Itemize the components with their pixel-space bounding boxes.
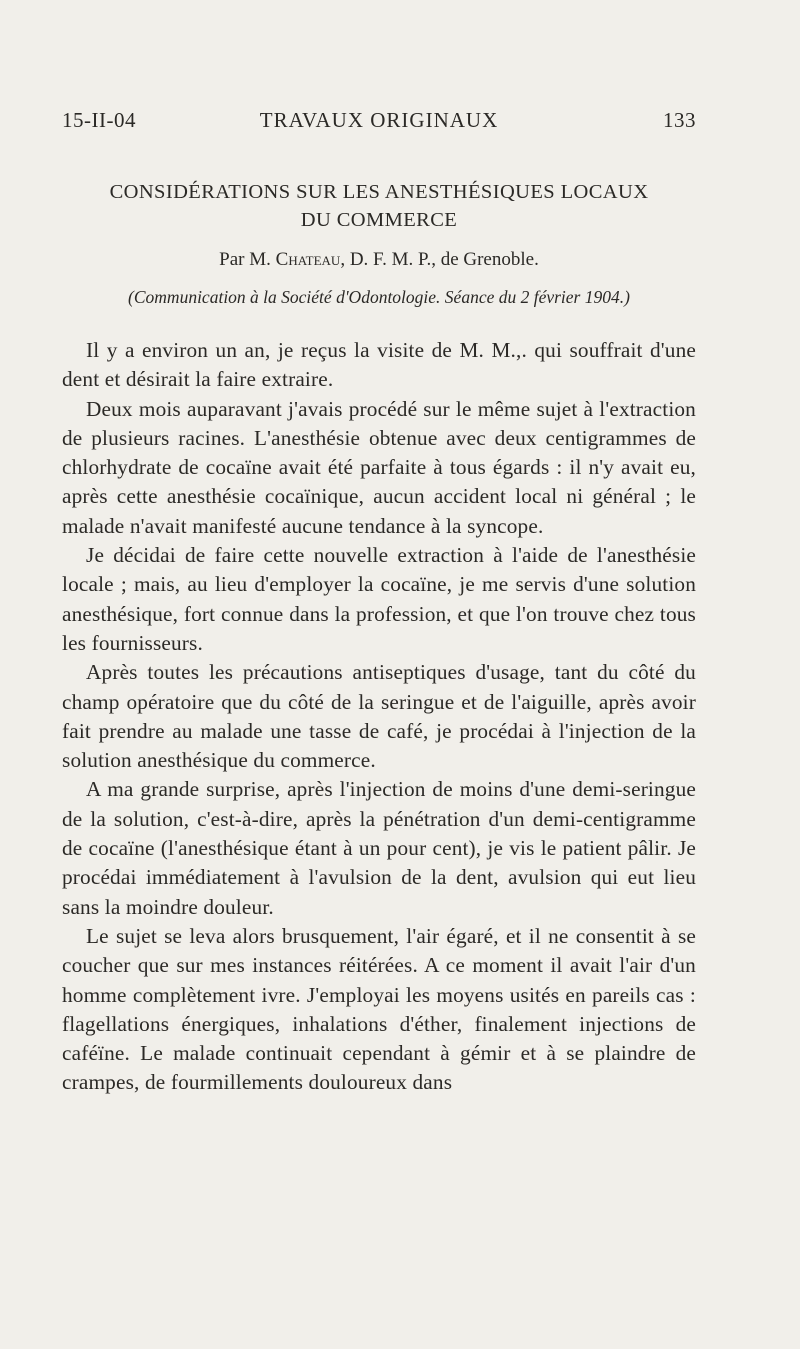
header-date: 15-II-04 [62,108,136,132]
paragraph: Après toutes les précautions antiseptiques d'usage, tant du côté du champ opératoire que du côté de la seringue et de l'aiguille, après avoir fait prendre au malade une tasse de café, je procédai à l'injection de la solution anesthésique du commerce. [62,660,696,773]
article-title-line-2: DU COMMERCE [300,209,458,231]
paragraph: A ma grande surprise, après l'injection de moins d'une demi-seringue de la solution, c'est-à-dire, après la pénétration d'un demi-centigramme de cocaïne (l'anesthésique étant à un pour cent), je vis le patient pâlir. Je procédai immédiatement à l'avulsion de la dent, avulsion qui eut lieu sans la moindre douleur. [62,777,696,919]
byline-prefix: Par M. [219,249,276,270]
article-title [62,178,696,234]
article-byline [62,247,696,273]
byline-suffix: , D. F. M. P., de Grenoble. [340,249,539,270]
paragraph: Il y a environ un an, je reçus la visite de M. M.,. qui souffrait d'une dent et désirait la faire extraire. [62,338,696,392]
communication-note: (Communication à la Société d'Odontologie. Séance du 2 février 1904.) [128,287,630,307]
article-title-line-1: CONSIDÉRATIONS SUR LES ANESTHÉSIQUES LOCAUX [109,181,649,203]
paragraph: Le sujet se leva alors brusquement, l'air égaré, et il ne consentit à se coucher que sur mes instances réitérées. A ce moment il avait l'air d'un homme complètement ivre. J'employai les moyens usités en pareils cas : flagellations énergiques, inhalations d'éther, finalement injections de caféïne. Le malade continuait cependant à gémir et à se plaindre de crampes, de fourmillements douloureux dans [62,923,696,1095]
header-section-title: TRAVAUX ORIGINAUX [259,108,499,132]
book-page [62,108,696,1098]
running-header [62,108,696,144]
article-body [62,336,696,1098]
byline-author: Chateau [275,249,341,270]
paragraph: Deux mois auparavant j'avais procédé sur le même sujet à l'extraction de plusieurs racines. L'anesthésie obtenue avec deux centigrammes de chlorhydrate de cocaïne avait été parfaite à tous égards : il n'y avait eu, après cette anesthésie cocaïnique, aucun accident local ni général ; le malade n'avait manifesté aucune tendance à la syncope. [62,396,696,538]
page-number: 133 [663,108,696,132]
paragraph: Je décidai de faire cette nouvelle extraction à l'aide de l'anesthésie locale ; mais, au lieu d'employer la cocaïne, je me servis d'une solution anesthésique, fort connue dans la profession, et que l'on trouve chez tous les fournisseurs. [62,543,696,655]
